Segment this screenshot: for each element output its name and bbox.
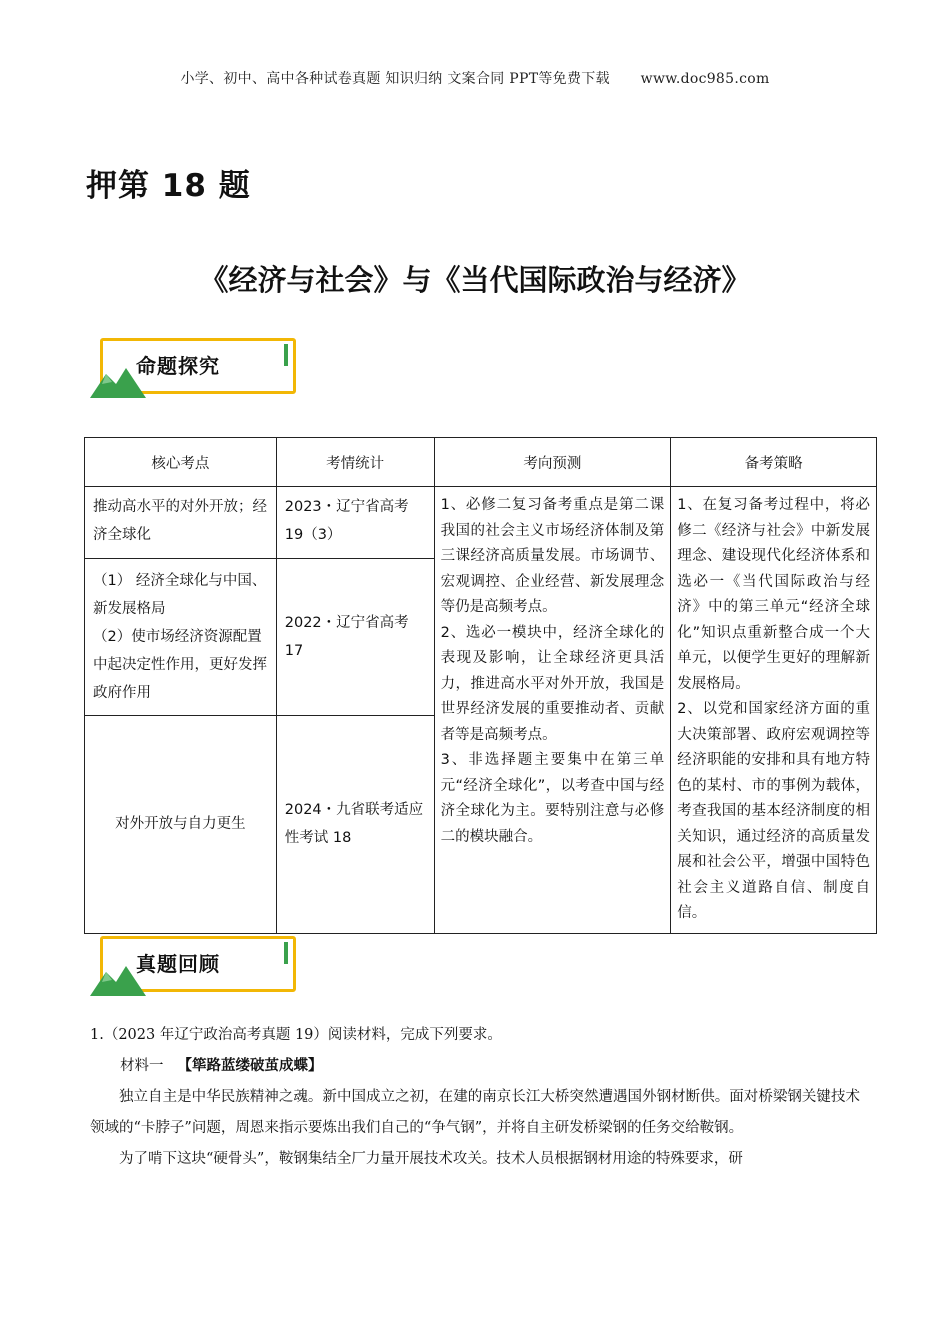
stat-cell: 2023・辽宁省高考 19（3） [276,487,434,559]
table-header: 备考策略 [671,438,877,487]
question-intro: 1.（2023 年辽宁政治高考真题 19）阅读材料，完成下列要求。 [90,1027,502,1043]
stat-cell: 2022・辽宁省高考 17 [276,558,434,715]
header-text: 小学、初中、高中各种试卷真题 知识归纳 文案合同 PPT等免费下载 [180,71,610,87]
table-row [85,487,877,559]
badge-accent [284,344,288,366]
section-title-review: 真题回顾 [136,952,220,976]
section-badge-analysis [90,334,296,398]
strategy-cell: 1、在复习备考过程中，将必修二《经济与社会》中新发展理念、建设现代化经济体系和选必一《当代国际政治与经济》中的第三单元“经济全球化”知识点重新整合成一个大单元，以便学生更好的理解新发展格局。 2、以党和国家经济方面的重大决策部署、政府宏观调控等经济职能的安排和具有地方特色的某村、市的事例为载体，考查我国的基本经济制度的相关知识，通过经济的高质量发展和社会公平，增强中国特色社会主义道路自信、制度自信。 [671,487,877,934]
topic-cell: 对外开放与自力更生 [85,715,277,933]
table-header: 考向预测 [434,438,671,487]
exam-table [84,437,877,934]
table-header-row [85,438,877,487]
topic-cell: （1） 经济全球化与中国、新发展格局 （2）使市场经济资源配置中起决定性作用，更好发挥政府作用 [85,558,277,715]
question-block [90,1020,860,1175]
page-subtitle: 《经济与社会》与《当代国际政治与经济》 [199,263,751,297]
stat-cell: 2024・九省联考适应性考试 18 [276,715,434,933]
topic-cell: 推动高水平的对外开放；经济全球化 [85,487,277,559]
page-header [0,68,950,88]
page-title: 押第 18 题 [86,168,251,204]
material-title: 【筚路蓝缕破茧成蝶】 [177,1058,323,1074]
table-header: 考情统计 [276,438,434,487]
badge-accent [284,942,288,964]
table-header: 核心考点 [85,438,277,487]
header-url[interactable]: www.doc985.com [640,71,770,87]
forecast-cell: 1、必修二复习备考重点是第二课我国的社会主义市场经济体制及第三课经济高质量发展。市场调节、宏观调控、企业经营、新发展理念等仍是高频考点。 2、选必一模块中，经济全球化的表现及影响，让全球经济更具活力，推进高水平对外开放，我国是世界经济发展的重要推动者、贡献者等是高频考点。 3、非选择题主要集中在第三单元“经济全球化”，以考查中国与经济全球化为主。要特别注意与必修二的模块融合。 [434,487,671,934]
material-paragraph: 为了啃下这块“硬骨头”，鞍钢集结全厂力量开展技术攻关。技术人员根据钢材用途的特殊要求，研 [119,1151,743,1167]
material-heading [90,1051,860,1082]
material-paragraph: 独立自主是中华民族精神之魂。新中国成立之初，在建的南京长江大桥突然遭遇国外钢材断供。面对桥梁钢关键技术领域的“卡脖子”问题，周恩来指示要炼出我们自己的“争气钢”，并将自主研发桥梁钢的任务交给鞍钢。 [90,1089,860,1136]
section-badge-review [90,932,296,996]
material-label: 材料一 [120,1058,164,1074]
section-title-analysis: 命题探究 [136,354,220,378]
